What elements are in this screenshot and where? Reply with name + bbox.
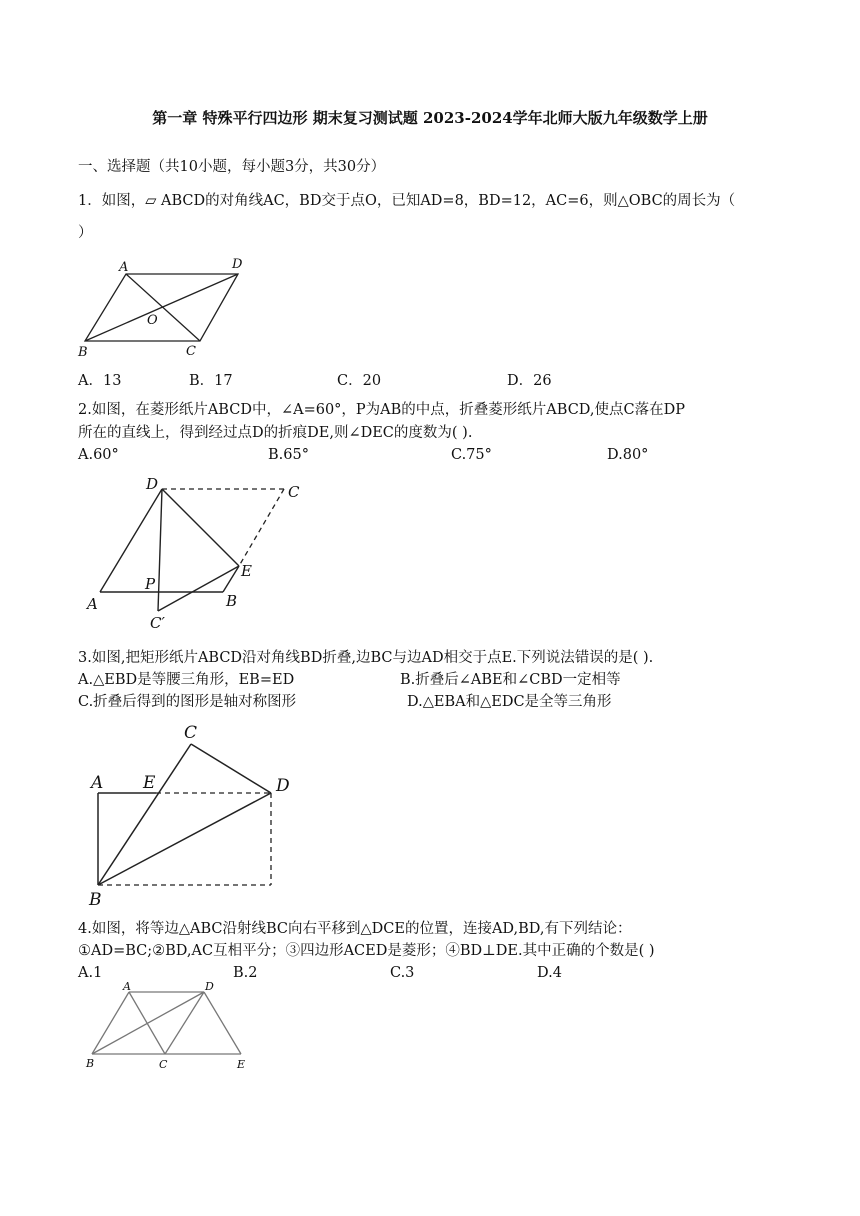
page-title: 第一章 特殊平行四边形 期末复习测试题 2023-2024学年北师大版九年级数学上册 — [152, 109, 708, 127]
q2-option-a[interactable]: A.60° — [78, 447, 119, 463]
q1-label-c: C — [186, 344, 196, 359]
q4-option-c[interactable]: C.3 — [390, 965, 415, 981]
q4-stem-line2: ①AD=BC;②BD,AC互相平分；③四边形ACED是菱形；④BD⊥DE.其中正确的个数是( ) — [78, 943, 655, 959]
section-heading: 一、选择题（共10小题，每小题3分，共30分） — [78, 159, 386, 175]
q2-label-b: B — [226, 592, 238, 610]
q3-option-c[interactable]: C.折叠后得到的图形是轴对称图形 — [78, 694, 297, 710]
q1-stem-line1: 1．如图，▱ ABCD的对角线AC，BD交于点O，已知AD=8，BD=12，AC=6，则△OBC的周长为（ — [78, 193, 736, 209]
q4-label-b: B — [86, 1057, 95, 1070]
q4-label-d: D — [205, 980, 214, 993]
q4-label-a: A — [123, 980, 131, 993]
q1-option-d[interactable]: D．26 — [507, 373, 552, 389]
q1-label-b: B — [78, 345, 88, 360]
q3-label-a: A — [91, 773, 104, 793]
q2-label-e: E — [241, 562, 252, 580]
q3-option-a[interactable]: A.△EBD是等腰三角形，EB=ED — [78, 672, 295, 688]
q4-label-c: C — [159, 1058, 168, 1071]
q2-label-d: D — [146, 475, 159, 493]
q4-option-a[interactable]: A.1 — [78, 965, 103, 981]
q1-option-a[interactable]: A．13 — [78, 373, 122, 389]
q3-stem: 3.如图,把矩形纸片ABCD沿对角线BD折叠,边BC与边AD相交于点E.下列说法错误的是( ). — [78, 650, 654, 666]
q1-label-a: A — [119, 260, 129, 275]
q2-label-c: C — [288, 483, 300, 501]
q1-option-b[interactable]: B．17 — [189, 373, 233, 389]
q4-stem-line1: 4.如图，将等边△ABC沿射线BC向右平移到△DCE的位置，连接AD,BD,有下列结论： — [78, 921, 632, 937]
q2-option-b[interactable]: B.65° — [268, 447, 309, 463]
q4-label-e: E — [237, 1058, 246, 1071]
q3-label-e: E — [143, 773, 156, 793]
q2-label-a: A — [87, 595, 98, 613]
q2-option-c[interactable]: C.75° — [451, 447, 492, 463]
q2-label-c-prime: C′ — [150, 614, 165, 632]
q3-option-d[interactable]: D.△EBA和△EDC是全等三角形 — [407, 694, 612, 710]
q1-stem-line2: ） — [78, 225, 93, 241]
q3-label-b: B — [89, 890, 102, 910]
q1-option-c[interactable]: C．20 — [337, 373, 382, 389]
q3-option-b[interactable]: B.折叠后∠ABE和∠CBD一定相等 — [400, 672, 621, 688]
q2-stem-line1: 2.如图，在菱形纸片ABCD中，∠A=60°，P为AB的中点，折叠菱形纸片ABCD,使点C落在DP — [78, 402, 685, 418]
q2-stem-line2: 所在的直线上，得到经过点D的折痕DE,则∠DEC的度数为( ). — [78, 425, 473, 441]
q3-label-d: D — [276, 776, 290, 796]
q4-option-b[interactable]: B.2 — [233, 965, 258, 981]
q1-label-d: D — [232, 257, 243, 272]
q4-option-d[interactable]: D.4 — [537, 965, 562, 981]
q2-option-d[interactable]: D.80° — [607, 447, 649, 463]
q1-label-o: O — [147, 313, 158, 328]
q2-label-p: P — [145, 575, 156, 593]
q3-label-c: C — [184, 723, 198, 743]
